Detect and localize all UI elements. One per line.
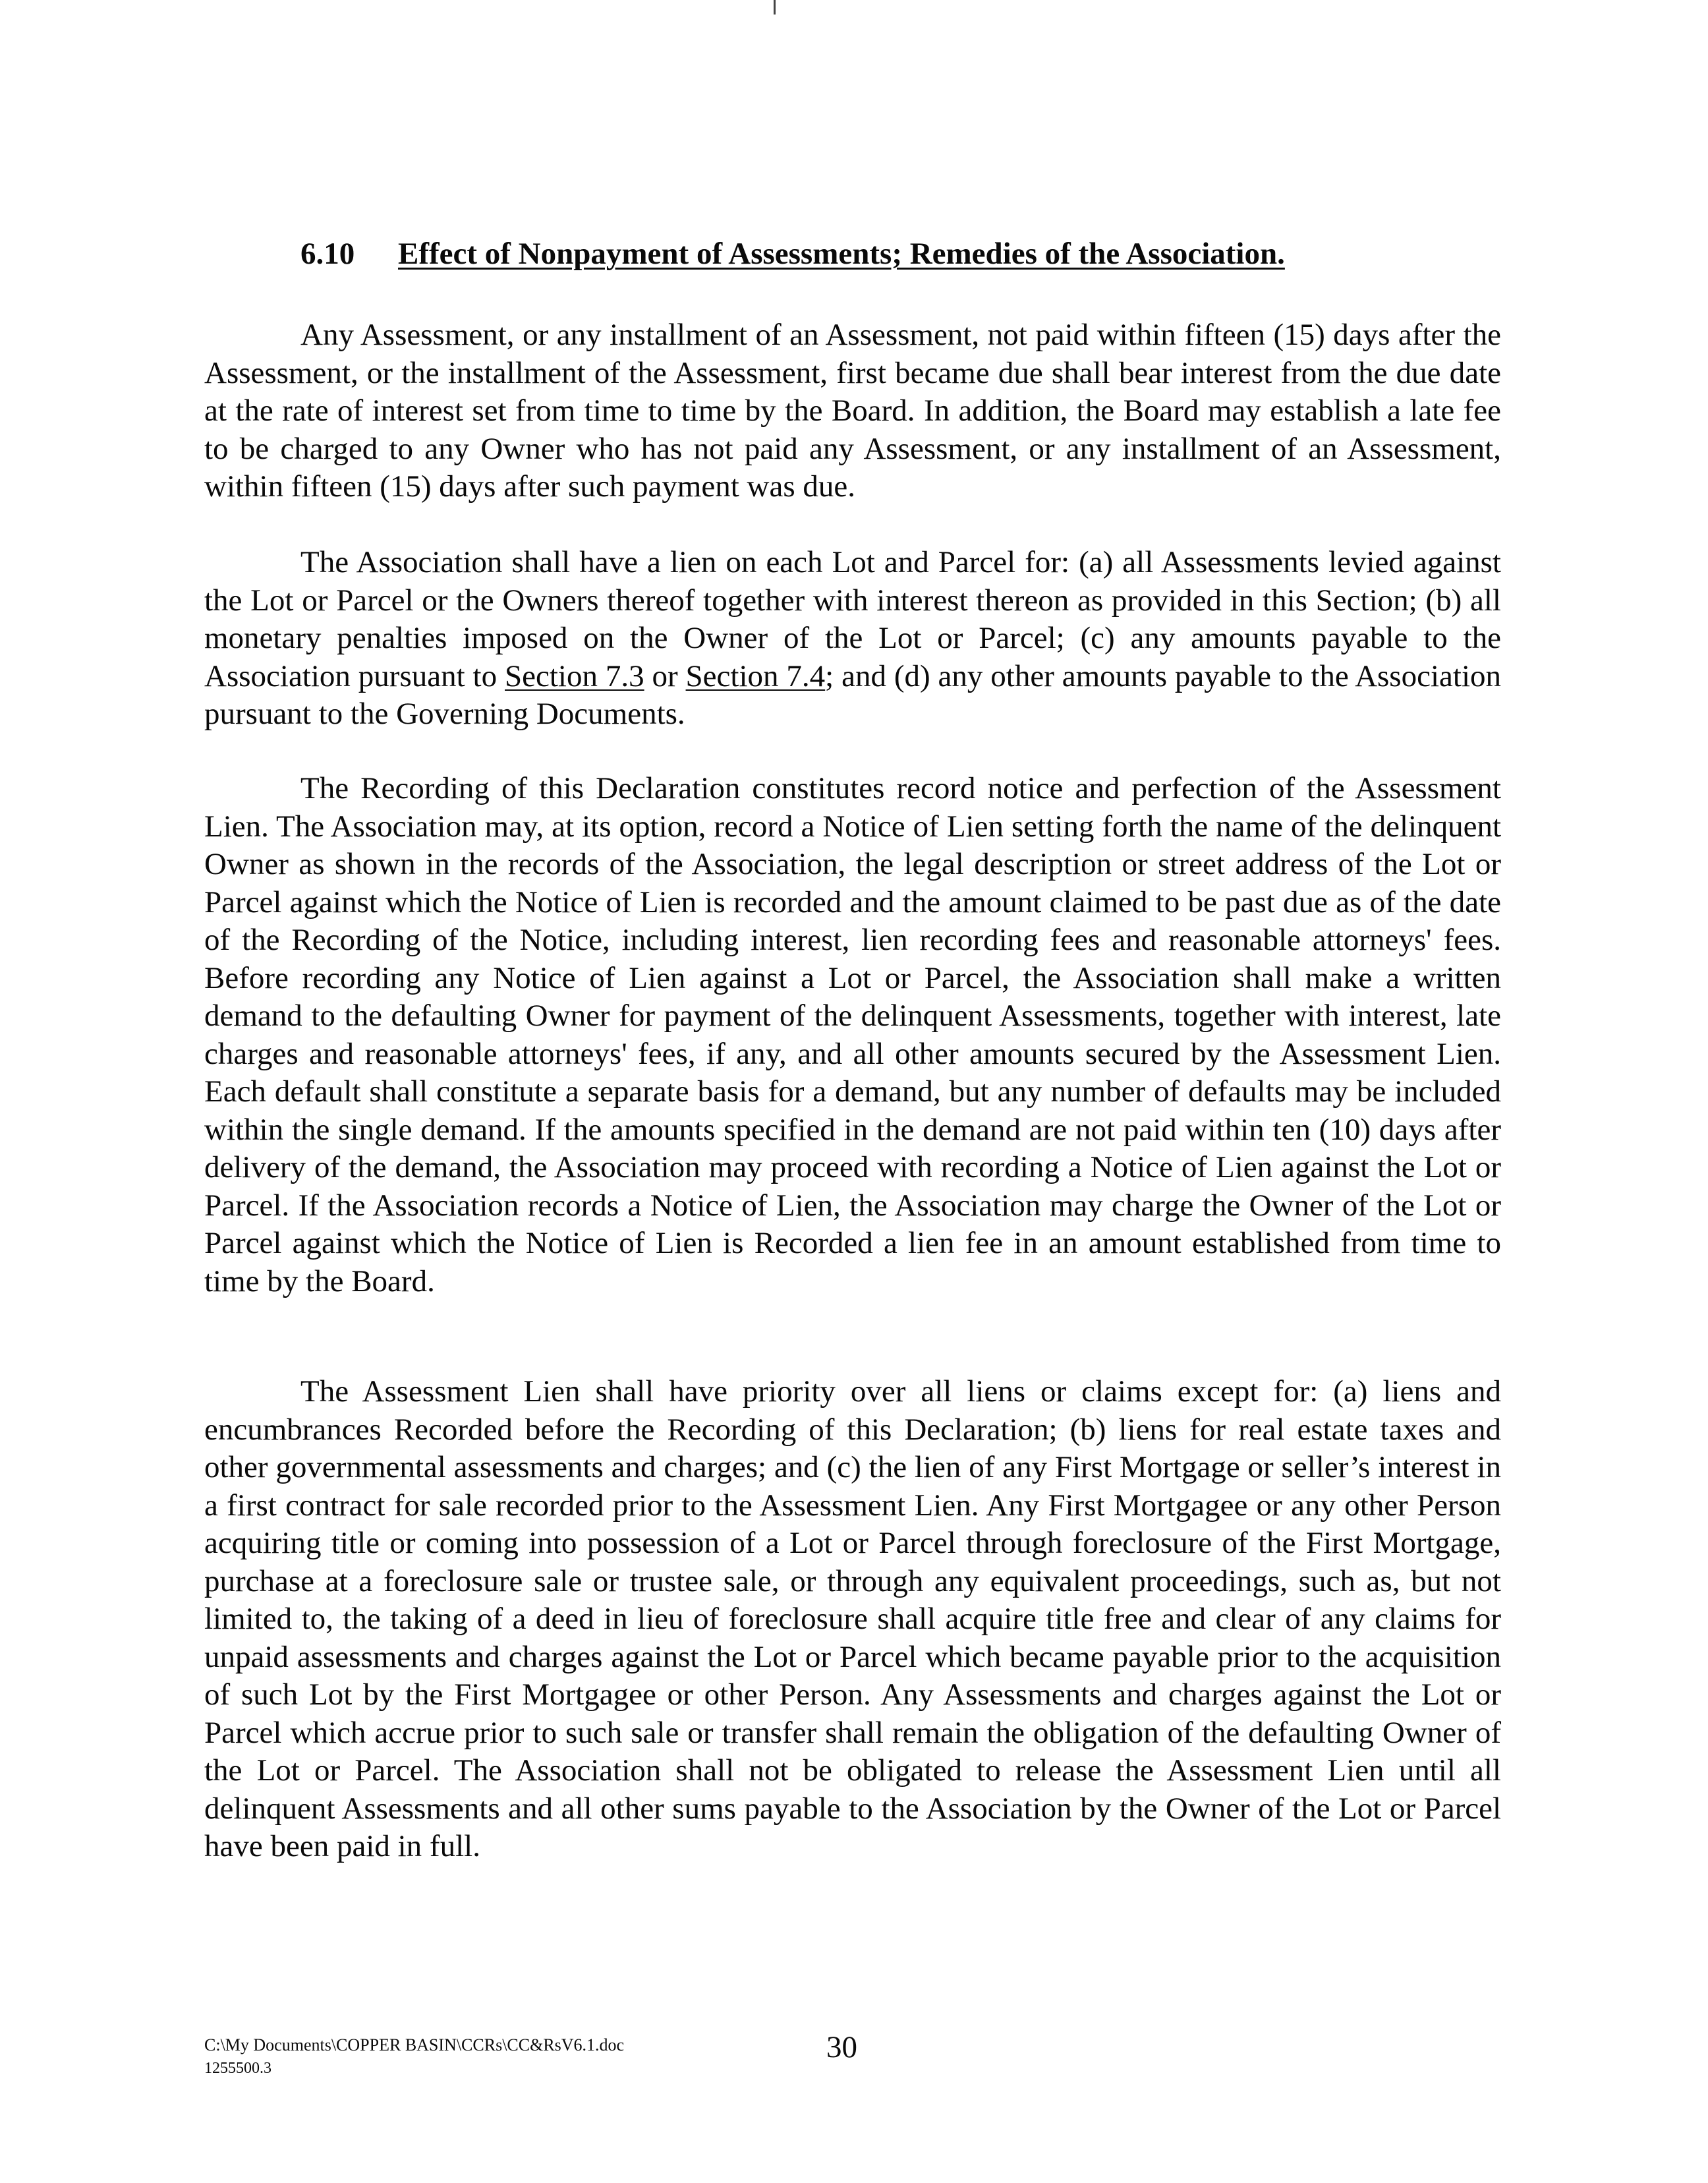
paragraph-lien-text-after: ; and (d) any other amounts payable to the Association pursuant to the Governing Documents. [204,658,1501,731]
page-number: 30 [826,2030,857,2064]
paragraph-lien [204,544,1501,734]
paragraph-lien-text-before: The Association shall have a lien on each Lot and Parcel for: (a) all Assessments levied against the Lot or Parcel or the Owners thereof together with interest thereon as provided in this Section; (b) all monetary penalties imposed on the Owner of the Lot or Parcel; (c) any amounts payable to the Association pursuant to [204,545,1501,693]
scan-mark [774,0,776,15]
paragraph-late-interest: Any Assessment, or any installment of an Assessment, not paid within fifteen (15) days after the Assessment, or the installment of the Assessment, first became due shall bear interest from the due date at the rate of interest set from time to time by the Board. In addition, the Board may establish a late fee to be charged to any Owner who has not paid any Assessment, or any installment of an Assessment, within fifteen (15) days after such payment was due. [204,318,1501,504]
section-heading [300,236,1285,272]
section-number: 6.10 [300,237,355,271]
footer-document-number: 1255500.3 [204,2060,271,2077]
section-7-4-reference: Section 7.4 [685,658,826,693]
footer-file-path: C:\My Documents\COPPER BASIN\CCRs\CC&RsV6.1.doc [204,2035,625,2054]
section-title: Effect of Nonpayment of Assessments; Remedies of the Association. [398,237,1285,271]
section-7-3-reference: Section 7.3 [505,658,644,693]
paragraph-lien-priority: The Assessment Lien shall have priority over all liens or claims except for: (a) liens and encumbrances Recorded before the Recording of this Declaration; (b) liens for real estate taxes and other governmental assessments and charges; and (c) the lien of any First Mortgage or seller’s interest in a first contract for sale recorded prior to the Assessment Lien. Any First Mortgagee or any other Person acquiring title or coming into possession of a Lot or Parcel through foreclosure of the First Mortgage, purchase at a foreclosure sale or trustee sale, or through any equivalent proceedings, such as, but not limited to, the taking of a deed in lieu of foreclosure shall acquire title free and clear of any claims for unpaid assessments and charges against the Lot or Parcel which became payable prior to the acquisition of such Lot by the First Mortgagee or other Person. Any Assessments and charges against the Lot or Parcel which accrue prior to such sale or transfer shall remain the obligation of the defaulting Owner of the Lot or Parcel. The Association shall not be obligated to release the Assessment Lien until all delinquent Assessments and all other sums payable to the Association by the Owner of the Lot or Parcel have been paid in full. [204,1374,1501,1863]
paragraph-lien-text-middle: or [644,658,686,693]
paragraph-notice-of-lien: The Recording of this Declaration constitutes record notice and perfection of the Assessment Lien. The Association may, at its option, record a Notice of Lien setting forth the name of the delinquent Owner as shown in the records of the Association, the legal description or street address of the Lot or Parcel against which the Notice of Lien is recorded and the amount claimed to be past due as of the date of the Recording of the Notice, including interest, lien recording fees and reasonable attorneys' fees. Before recording any Notice of Lien against a Lot or Parcel, the Association shall make a written demand to the defaulting Owner for payment of the delinquent Assessments, together with interest, late charges and reasonable attorneys' fees, if any, and all other amounts secured by the Assessment Lien. Each default shall constitute a separate basis for a demand, but any number of defaults may be included within the single demand. If the amounts specified in the demand are not paid within ten (10) days after delivery of the demand, the Association may proceed with recording a Notice of Lien against the Lot or Parcel. If the Association records a Notice of Lien, the Association may charge the Owner of the Lot or Parcel against which the Notice of Lien is Recorded a lien fee in an amount established from time to time by the Board. [204,771,1501,1298]
